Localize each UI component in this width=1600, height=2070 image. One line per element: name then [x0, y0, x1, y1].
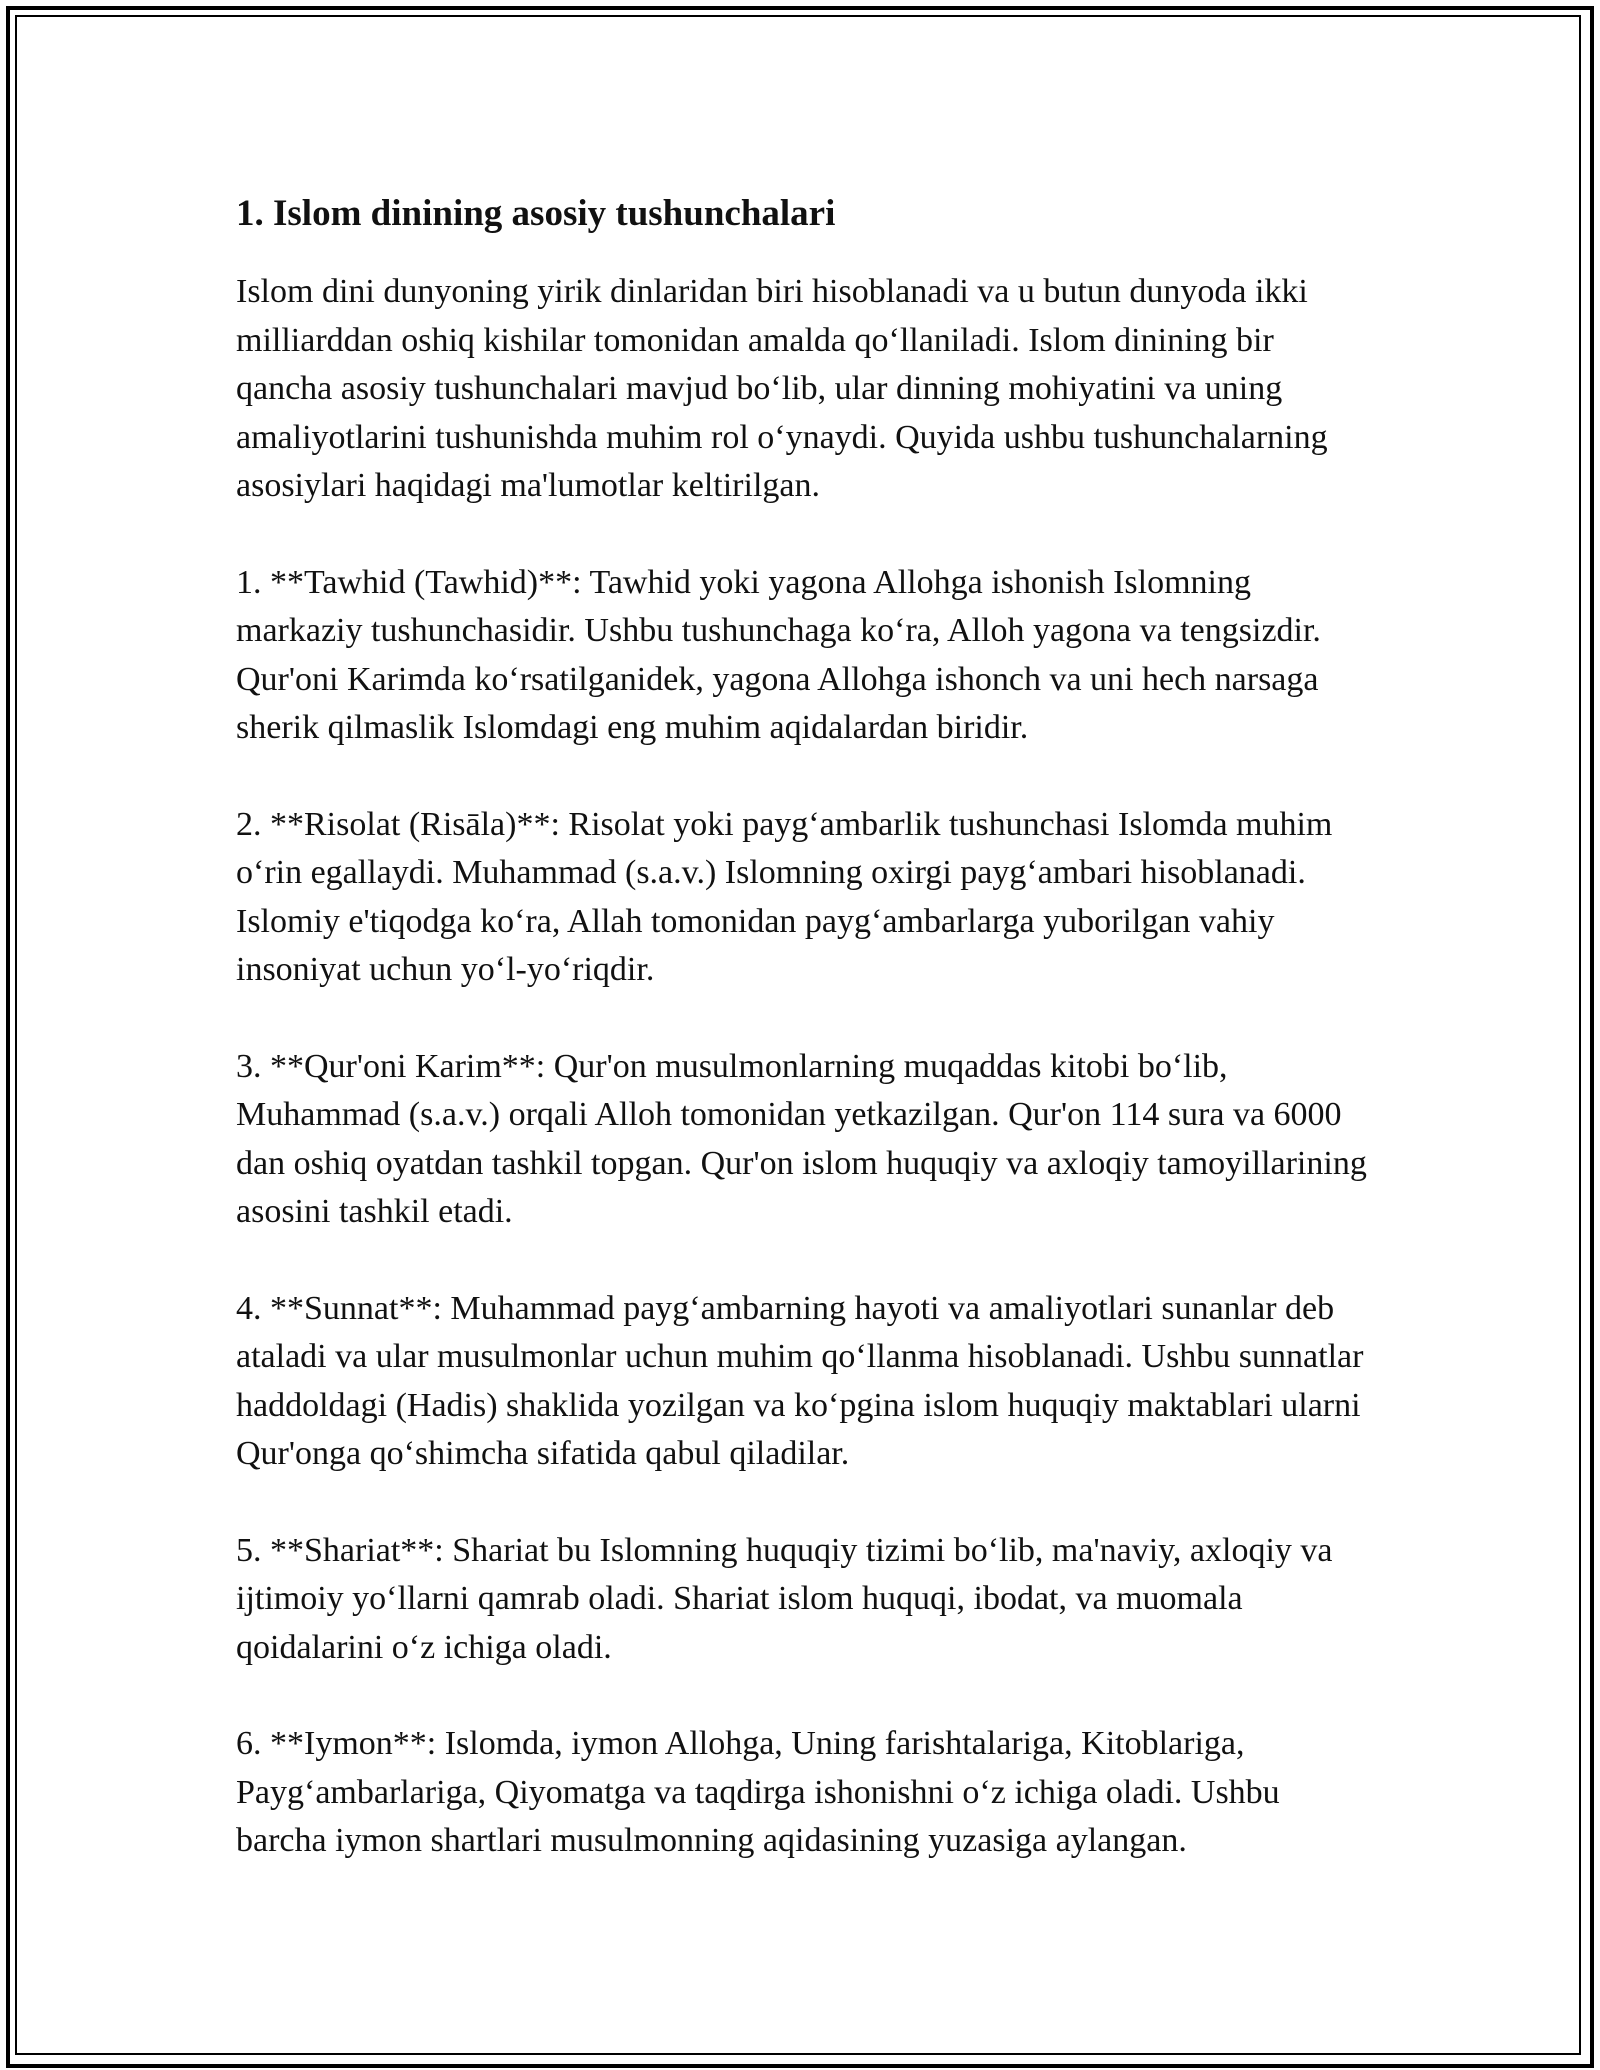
document-body	[236, 186, 1376, 1914]
intro-paragraph: Islom dini dunyoning yirik dinlaridan biri hisoblanadi va u butun dunyoda ikki milliarddan oshiq kishilar tomonidan amalda qo‘llaniladi. Islom dinining bir qancha asosiy tushunchalari mavjud bo‘lib, ular dinning mohiyatini va uning amaliyotlarini tushunishda muhim rol o‘ynaydi. Quyida ushbu tushunchalarning asosiylari haqidagi ma'lumotlar keltirilgan.	[236, 273, 1328, 504]
iymon-paragraph: 6. **Iymon**: Islomda, iymon Allohga, Uning farishtalariga, Kitoblariga, Payg‘ambarlariga, Qiyomatga va taqdirga ishonishni o‘z ichiga oladi. Ushbu barcha iymon shartlari musulmonning aqidasining yuzasiga aylangan.	[236, 1725, 1280, 1859]
section-heading: 1. Islom dinining asosiy tushunchalari	[236, 193, 836, 234]
sunnat-paragraph: 4. **Sunnat**: Muhammad payg‘ambarning hayoti va amaliyotlari sunanlar deb ataladi va ular musulmonlar uchun muhim qo‘llanma hisoblanadi. Ushbu sunnatlar haddoldagi (Hadis) shaklida yozilgan va ko‘pgina islom huquqiy maktablari ularni Qur'onga qo‘shimcha sifatida qabul qiladilar.	[236, 1289, 1364, 1472]
quran-paragraph: 3. **Qur'oni Karim**: Qur'on musulmonlarning muqaddas kitobi bo‘lib, Muhammad (s.a.v.) orqali Alloh tomonidan yetkazilgan. Qur'on 114 sura va 6000 dan oshiq oyatdan tashkil topgan. Qur'on islom huquqiy va axloqiy tamoyillarining asosini tashkil etadi.	[236, 1047, 1367, 1230]
tawhid-paragraph: 1. **Tawhid (Tawhid)**: Tawhid yoki yagona Allohga ishonish Islomning markaziy tushunchasidir. Ushbu tushunchaga ko‘ra, Alloh yagona va tengsizdir. Qur'oni Karimda ko‘rsatilganidek, yagona Allohga ishonch va uni hech narsaga sherik qilmaslik Islomdagi eng muhim aqidalardan biridir.	[236, 563, 1321, 746]
risolat-paragraph: 2. **Risolat (Risāla)**: Risolat yoki payg‘ambarlik tushunchasi Islomda muhim o‘rin egallaydi. Muhammad (s.a.v.) Islomning oxirgi payg‘ambari hisoblanadi. Islomiy e'tiqodga ko‘ra, Allah tomonidan payg‘ambarlarga yuborilgan vahiy insoniyat uchun yo‘l-yo‘riqdir.	[236, 805, 1333, 988]
shariat-paragraph: 5. **Shariat**: Shariat bu Islomning huquqiy tizimi bo‘lib, ma'naviy, axloqiy va ijtimoiy yo‘llarni qamrab oladi. Shariat islom huquqi, ibodat, va muomala qoidalarini o‘z ichiga oladi.	[236, 1531, 1333, 1666]
